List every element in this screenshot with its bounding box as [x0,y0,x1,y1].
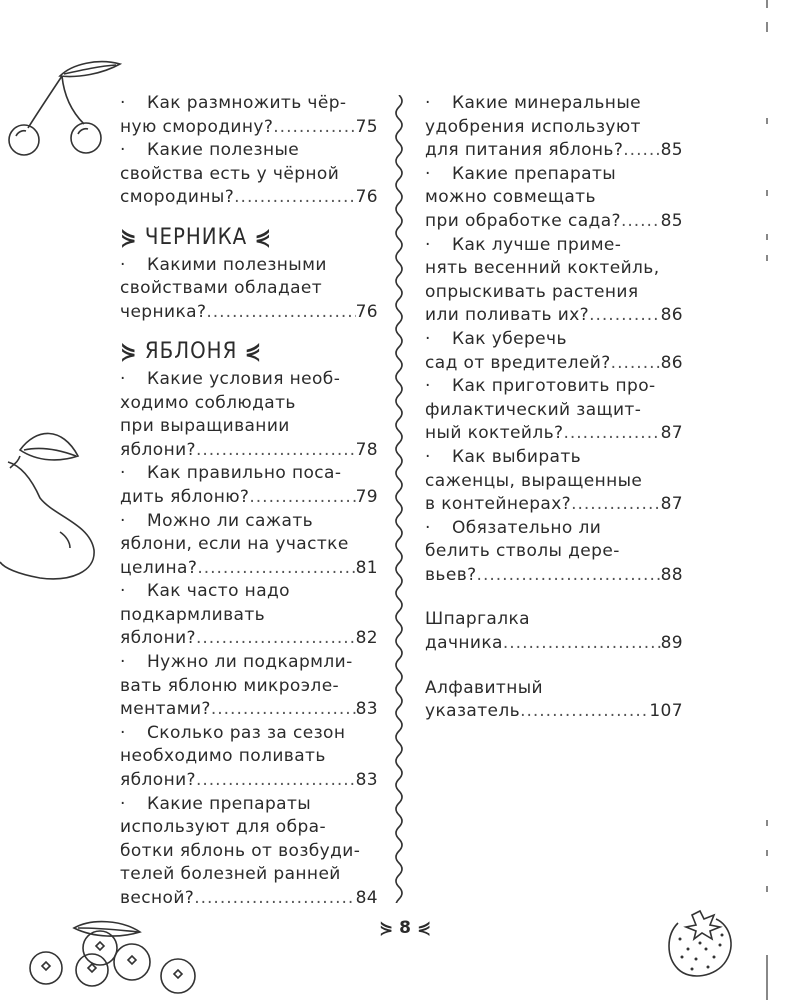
toc-entry-text: яблони, если на участке [120,534,349,555]
toc-entry [120,462,378,509]
toc-entry-line [120,92,378,116]
toc-entry [120,254,378,325]
toc-page-ref: 85 [660,210,683,231]
toc-entry-last-line [425,304,683,328]
toc-entry-text: Алфавитный [425,677,544,698]
toc-entry-text: Какими полезными [147,254,327,275]
toc-entry [120,722,378,793]
section-title [120,226,378,250]
edge-mark [766,22,768,32]
toc-entry-line [425,186,683,210]
spacer [425,587,683,608]
toc-entry-text: Какие полезные [147,140,300,161]
toc-entry-text: для питания яблонь? [425,140,624,161]
toc-entry-text: дачника [425,633,503,654]
toc-entry-last-line [425,210,683,234]
toc-entry-text: при обработке сада? [425,210,621,231]
toc-entry-text: ментами? [120,699,211,720]
bullet: · [425,446,431,467]
toc-entry-text: Какие препараты [452,163,617,184]
toc-entry-text: нять весенний коктейль, [425,258,660,279]
toc-entry [425,163,683,234]
toc-entry-text: необходимо поливать [120,746,326,767]
toc-entry-text: свойства есть у чёрной [120,163,340,184]
toc-entry-line [120,368,378,392]
toc-entry-text: Нужно ли подкармли- [147,652,353,673]
bullet: · [425,163,431,184]
section-title-text: ЧЕРНИКА [144,224,248,250]
toc-entry-line [120,163,378,187]
toc-page-ref: 83 [355,770,378,791]
toc-entry-last-line [425,700,683,724]
toc-entry-line [120,139,378,163]
dot-leader [196,769,356,793]
toc-page-ref: 85 [660,140,683,161]
toc-entry-line [425,375,683,399]
bullet: · [425,93,431,113]
toc-entry-text: смородины? [120,187,235,208]
toc-entry-last-line [120,301,378,325]
toc-page-ref: 84 [355,888,378,908]
toc-entry-line [120,604,378,628]
section-deco-right: ⋞ [244,339,263,365]
toc-entry-line [425,540,683,564]
toc-entry [120,510,378,581]
edge-mark [766,850,768,856]
edge-mark [766,0,768,8]
toc-entry-line [120,254,378,278]
toc-entry-text: весной? [120,888,195,908]
edge-mark [766,190,768,196]
edge-mark [766,820,768,826]
dot-leader [194,887,355,911]
toc-entry-text: опрыскивать растения [425,281,639,302]
toc-entry-text: Как лучше приме- [452,234,622,255]
toc-entry [120,368,378,462]
dot-leader [571,493,660,517]
toc-page-ref: 76 [355,301,378,322]
toc-entry-last-line [425,493,683,517]
section-title-text: ЯБЛОНЯ [144,339,238,365]
toc-page-ref: 83 [355,699,378,720]
toc-entry-line [120,462,378,486]
toc-entry-line [120,415,378,439]
toc-entry [425,375,683,446]
dot-leader [196,439,356,463]
strawberry-icon [660,905,740,981]
toc-entry-line [425,399,683,423]
toc-entry-line [120,863,378,887]
toc-entry-line [425,234,683,258]
toc-entry-text: саженцы, выращенные [425,470,643,491]
toc-entry-line [425,517,683,541]
toc-entry [425,446,683,517]
toc-entry-last-line [120,186,378,210]
toc-entry [120,651,378,722]
toc-entry-last-line [120,439,378,463]
toc-column-left [120,92,378,911]
page-number-deco-right: ⋞ [416,918,432,938]
toc-entry-text: Как уберечь [452,328,567,349]
toc-entry-text: вьев? [425,564,477,585]
toc-entry-text: яблони? [120,439,196,460]
bullet: · [120,368,126,389]
toc-page-ref: 78 [355,439,378,460]
toc-entry-line [120,675,378,699]
dot-leader [211,698,356,722]
bullet: · [120,510,126,531]
toc-page-ref: 76 [355,187,378,208]
bullet: · [425,376,431,397]
edge-mark [766,886,768,892]
toc-entry-text: Можно ли сажать [147,510,314,531]
dot-leader [503,632,661,656]
toc-entry-last-line [120,627,378,651]
toc-entry-line [120,277,378,301]
section-deco-right: ⋞ [254,224,273,250]
toc-entry-last-line [120,116,378,140]
dot-leader [196,627,356,651]
bullet: · [425,234,431,255]
toc-entry-line [120,745,378,769]
toc-page-ref: 81 [355,557,378,578]
toc-entry-text: свойствами обладает [120,278,323,299]
toc-entry-text: вать яблоню микроэле- [120,675,340,696]
bullet: · [120,793,126,814]
toc-entry-line [120,840,378,864]
edge-mark [766,234,768,240]
toc-plain-entry [425,677,683,724]
toc-plain-entry [425,608,683,655]
toc-entry-last-line [120,486,378,510]
bullet: · [120,652,126,673]
toc-entry [120,580,378,651]
bullet: · [120,581,126,602]
toc-entry-text: удобрения используют [425,116,641,137]
toc-entry-text: можно совмещать [425,187,596,208]
bullet: · [120,140,126,161]
toc-page-ref: 89 [660,633,683,654]
edge-mark [766,118,768,124]
toc-entry-last-line [425,564,683,588]
dot-leader [589,304,660,328]
bullet: · [120,722,126,743]
toc-entry-text: яблони? [120,628,196,649]
toc-entry [120,793,378,911]
toc-page-ref: 88 [660,564,683,585]
section-title [120,340,378,364]
toc-entry-text: дить яблоню? [120,486,250,507]
dot-leader [249,486,355,510]
section-deco-left: ⋟ [120,224,138,250]
toc-page-ref: 86 [660,305,683,326]
bullet: · [425,517,431,538]
toc-entry-line [120,580,378,604]
toc-entry-text: в контейнерах? [425,494,572,515]
toc-entry [425,92,683,163]
toc-entry-last-line [425,352,683,376]
bullet: · [120,463,126,484]
toc-entry-last-line [120,698,378,722]
page-number [379,918,431,938]
toc-column-right [425,92,683,724]
toc-entry [425,517,683,588]
toc-entry-line [120,816,378,840]
toc-entry-line [425,163,683,187]
toc-entry-line [120,392,378,416]
toc-entry-line [425,116,683,140]
toc-entry [120,139,378,210]
dot-leader [273,116,355,140]
toc-entry-line [425,677,683,701]
dot-leader [623,139,660,163]
toc-entry-last-line [120,769,378,793]
toc-entry-line [425,281,683,305]
toc-entry-text: сад от вредителей? [425,352,611,373]
dot-leader [563,422,660,446]
toc-entry-line [425,446,683,470]
toc-entry-text: телей болезней ранней [120,864,341,885]
toc-page-ref: 82 [355,628,378,649]
toc-entry-text: Шпаргалка [425,609,531,630]
toc-entry-last-line [425,139,683,163]
toc-entry-line [120,722,378,746]
toc-entry-text: Какие минеральные [452,93,642,113]
toc-entry-text: подкармливать [120,604,266,625]
toc-entry-text: Как правильно поса- [147,463,342,484]
toc-entry-text: Как выбирать [452,446,582,467]
toc-entry-line [425,608,683,632]
dot-leader [520,700,649,724]
toc-entry-text: Как размножить чёр- [147,93,347,113]
toc-entry-line [425,470,683,494]
page-number-deco-left: ⋟ [379,918,394,938]
toc-page-ref: 87 [660,494,683,515]
toc-entry-text: используют для обра- [120,817,326,838]
toc-entry-text: яблони? [120,770,196,791]
toc-entry-text: ботки яблонь от возбуди- [120,840,361,861]
toc-page-ref: 79 [355,486,378,507]
toc-entry-line [120,510,378,534]
toc-entry-text: черника? [120,301,207,322]
dot-leader [611,352,661,376]
toc-entry [425,234,683,328]
toc-page-ref: 87 [660,423,683,444]
toc-entry-line [425,257,683,281]
toc-entry-line [425,92,683,116]
toc-entry-text: Обязательно ли [452,517,602,538]
toc-entry [120,92,378,139]
page-number-value: 8 [399,918,412,938]
toc-page-ref: 107 [649,701,683,722]
toc-entry-text: или поливать их? [425,305,590,326]
toc-entry-text: целина? [120,557,198,578]
bullet: · [425,328,431,349]
toc-entry-last-line [425,422,683,446]
toc-entry-text: указатель [425,701,521,722]
spacer [425,656,683,677]
toc-entry-text: ную смородину? [120,116,274,137]
bullet: · [120,254,126,275]
column-divider [388,95,410,903]
pear-icon [0,422,105,584]
toc-entry-line [120,533,378,557]
toc-entry-text: Как приготовить про- [452,376,656,397]
bullet: · [120,93,126,113]
toc-entry-text: ный коктейль? [425,423,564,444]
toc-entry-text: Какие препараты [147,793,312,814]
toc-entry-last-line [120,887,378,911]
toc-entry-last-line [425,632,683,656]
toc-entry-text: филактический защит- [425,399,642,420]
toc-entry-text: ходимо соблюдать [120,392,296,413]
edge-mark [766,955,768,1000]
toc-entry-line [425,328,683,352]
toc-entry-line [120,651,378,675]
dot-leader [234,186,355,210]
toc-entry-text: Какие условия необ- [147,368,341,389]
toc-entry-text: Как часто надо [147,581,290,602]
blueberry-icon [22,918,222,1000]
dot-leader [206,301,355,325]
toc-entry-text: при выращивании [120,416,290,437]
dot-leader [621,210,661,234]
dot-leader [197,557,355,581]
edge-mark [766,255,768,261]
section-deco-left: ⋟ [120,339,138,365]
toc-entry-text: белить стволы дере- [425,541,620,562]
toc-entry-text: Сколько раз за сезон [147,722,346,743]
toc-page-ref: 75 [355,116,378,137]
toc-entry-line [120,793,378,817]
dot-leader [477,564,661,588]
toc-entry [425,328,683,375]
toc-page-ref: 86 [660,352,683,373]
toc-entry-last-line [120,557,378,581]
